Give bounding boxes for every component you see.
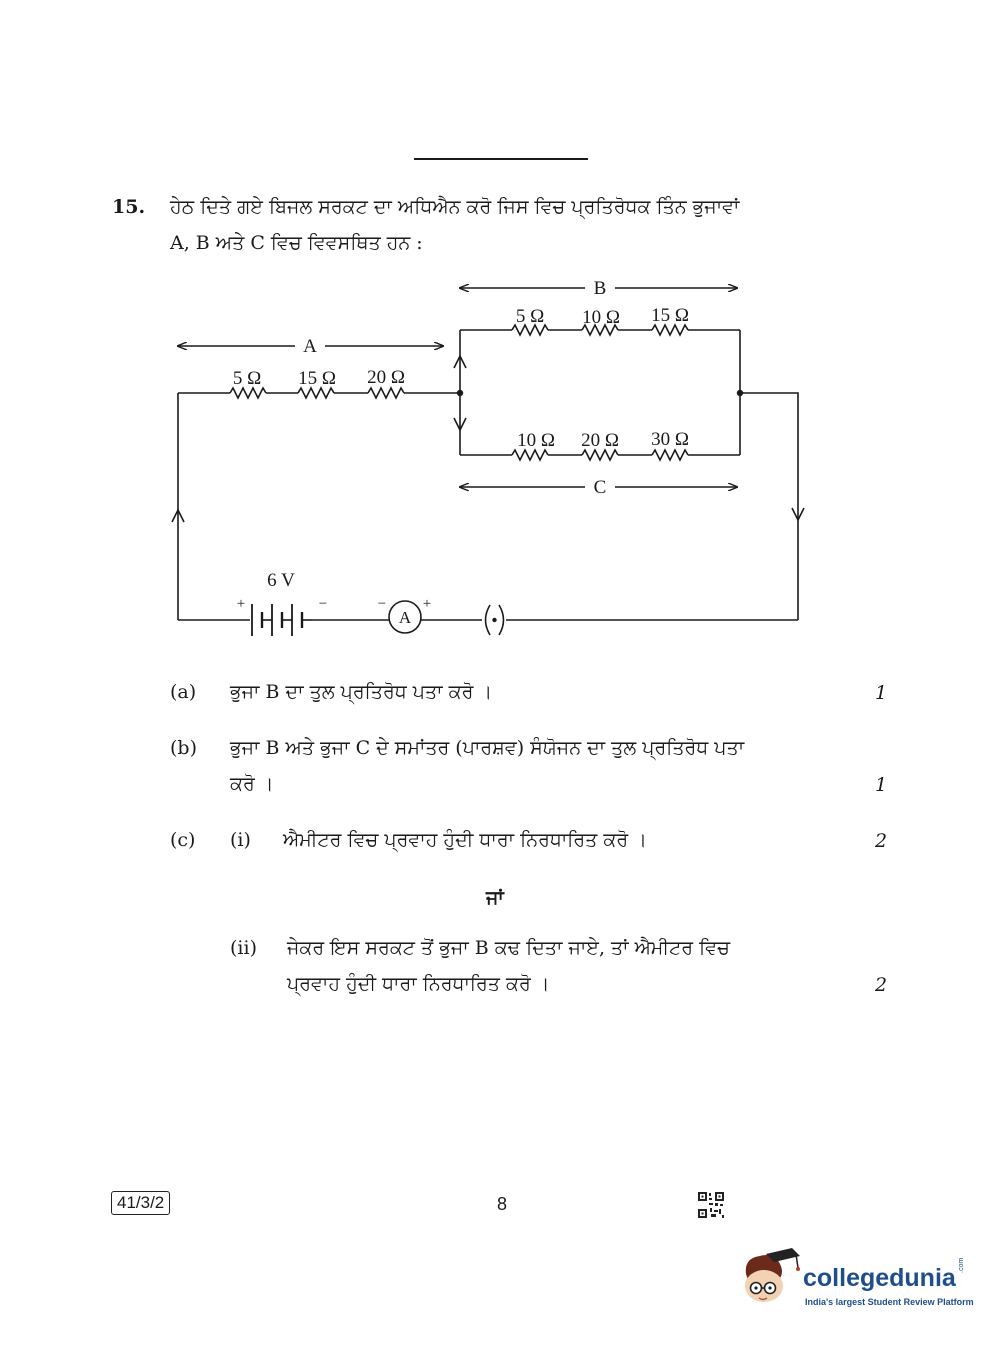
resistor-a-2-label: 15 Ω <box>298 368 336 389</box>
resistor-a-1-label: 5 Ω <box>232 368 262 389</box>
resistor-b-1-label: 5 Ω <box>515 306 545 327</box>
resistor-c-2 <box>582 450 618 460</box>
mascot-logo-icon <box>740 1248 802 1308</box>
question-line-1: ਹੇਠ ਦਿਤੇ ਗਏ ਬਿਜਲ ਸਰਕਟ ਦਾ ਅਧਿਐਨ ਕਰੋ ਜਿਸ ਵਿਚ ਪ੍ਰਤਿਰੋਧਕ ਤਿੰਨ ਭੁਜਾਵਾਂ <box>170 196 740 218</box>
part-a-text: ਭੁਜਾ B ਦਾ ਤੁਲ ਪ੍ਰਤਿਰੋਧ ਪਤਾ ਕਰੋ । <box>230 681 493 703</box>
part-b-line-2: ਕਰੋ । <box>230 773 274 795</box>
resistor-c-1-label: 10 Ω <box>517 430 555 451</box>
part-c-ii-line-1: ਜੇਕਰ ਇਸ ਸਰਕਟ ਤੋਂ ਭੁਜਾ B ਕਢ ਦਿਤਾ ਜਾਏ, ਤਾਂ ਐਮੀਟਰ ਵਿਚ <box>287 937 730 959</box>
part-b-label: (b) <box>170 737 197 759</box>
paper-code: 41/3/2 <box>111 1191 170 1215</box>
part-c-label: (c) <box>170 829 196 851</box>
battery-minus-sign: − <box>318 596 328 612</box>
junction-dot-right <box>737 390 743 396</box>
resistor-b-3-label: 15 Ω <box>651 305 689 326</box>
wire-right <box>740 393 798 620</box>
battery-plus-sign: + <box>236 596 246 612</box>
part-a-marks: 1 <box>875 682 888 704</box>
battery-voltage-label: 6 V <box>267 570 295 591</box>
resistor-a-3 <box>368 388 404 398</box>
resistor-a-1 <box>230 388 266 398</box>
resistor-b-2-label: 10 Ω <box>582 307 620 328</box>
ammeter-minus-sign: − <box>377 596 387 612</box>
arm-b-label: B <box>593 278 607 299</box>
question-line-2: A, B ਅਤੇ C ਵਿਚ ਵਿਵਸਥਿਤ ਹਨ : <box>170 232 423 254</box>
arm-a-label: A <box>303 336 317 357</box>
resistor-c-1 <box>512 450 548 460</box>
junction-dot-left <box>457 390 463 396</box>
resistor-c-2-label: 20 Ω <box>581 430 619 451</box>
page-number: 8 <box>497 1194 508 1214</box>
or-separator: ਜਾਂ <box>486 887 504 909</box>
ammeter-label: A <box>398 608 412 627</box>
key-left-bracket <box>486 605 491 635</box>
battery-cells <box>252 604 312 636</box>
part-c-i-marks: 2 <box>875 830 888 852</box>
resistor-a-2 <box>298 388 334 398</box>
ammeter-plus-sign: + <box>422 596 432 612</box>
resistor-c-3-label: 30 Ω <box>651 429 689 450</box>
resistor-a-3-label: 20 Ω <box>367 367 405 388</box>
brand-tagline: India's largest Student Review Platform <box>805 1297 974 1307</box>
key-dot <box>492 618 496 622</box>
brand-name: collegedunia <box>803 1264 956 1292</box>
key-symbol-text: (•) <box>493 640 495 641</box>
part-c-ii-label: (ii) <box>230 937 257 959</box>
part-a-label: (a) <box>170 681 197 703</box>
resistor-c-3 <box>652 450 688 460</box>
brand-suffix: .com <box>958 1257 965 1273</box>
part-b-line-1: ਭੁਜਾ B ਅਤੇ ਭੁਜਾ C ਦੇ ਸਮਾਂਤਰ (ਪਾਰਸ਼ਵ) ਸੰਯੋਜਨ ਦਾ ਤੁਲ ਪ੍ਰਤਿਰੋਧ ਪਤਾ <box>230 737 745 759</box>
key-right-bracket <box>499 605 504 635</box>
part-c-ii-marks: 2 <box>875 974 888 996</box>
question-number: 15. <box>112 196 146 218</box>
part-c-i-label: (i) <box>230 829 251 851</box>
part-c-ii-line-2: ਪ੍ਰਵਾਹ ਹੁੰਦੀ ਧਾਰਾ ਨਿਰਧਾਰਿਤ ਕਰੋ । <box>287 973 550 995</box>
part-b-marks: 1 <box>875 774 888 796</box>
part-c-i-text: ਐਮੀਟਰ ਵਿਚ ਪ੍ਰਵਾਹ ਹੁੰਦੀ ਧਾਰਾ ਨਿਰਧਾਰਿਤ ਕਰੋ । <box>283 829 647 851</box>
arm-c-label: C <box>593 477 607 498</box>
resistor-b-3 <box>652 325 688 335</box>
qr-code-icon <box>698 1192 724 1218</box>
